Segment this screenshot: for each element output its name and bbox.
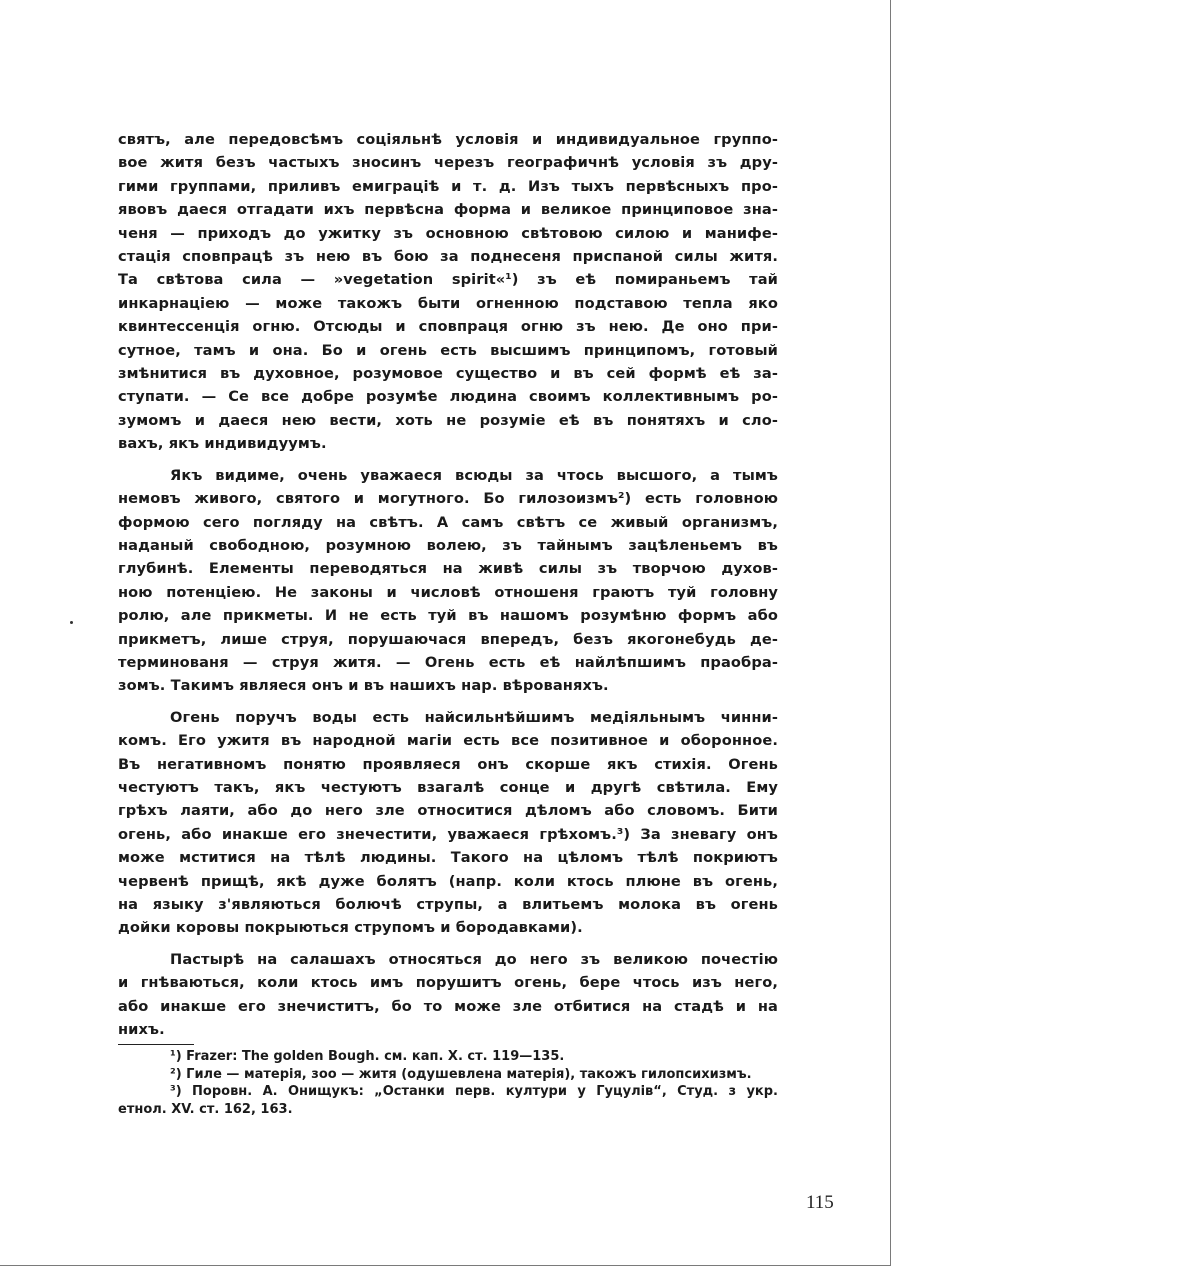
text-line: квинтессенція огню. Отсюды и сповпраця огню зъ нею. Де оно при- bbox=[118, 318, 778, 336]
text-line: дойки коровы покрыються струпомъ и бородавками). bbox=[118, 919, 583, 937]
text-line: ною потенціею. Не законы и числовѣ отношеня граютъ туй головну bbox=[118, 583, 778, 601]
text-line: на языку з'являються болючѣ струпы, а влитьемъ молока въ огень bbox=[118, 896, 778, 913]
text-line: сутное, тамъ и она. Бо и огень есть высшимъ принципомъ, готовый bbox=[118, 341, 778, 359]
text-line: честуютъ такъ, якъ честуютъ взагалѣ сонце и другѣ свѣтила. Ему bbox=[118, 778, 778, 796]
text-line: Пастырѣ на салашахъ относяться до него зъ великою почестію bbox=[170, 950, 778, 968]
text-line: Якъ видиме, очень уважаеся всюды за чтось высшого, а тымъ bbox=[170, 466, 778, 484]
text-line: Та свѣтова сила — »vegetation spirit«¹) зъ еѣ помираньемъ тай bbox=[118, 271, 778, 289]
paragraph-gap bbox=[118, 698, 778, 706]
paragraph-4 bbox=[118, 948, 778, 1042]
text-line: наданый свободною, розумною волею, зъ тайнымъ зацѣленьемъ въ bbox=[118, 536, 778, 554]
paragraph-1 bbox=[118, 128, 778, 456]
stray-dot bbox=[70, 621, 73, 624]
text-line: вое житя безъ частыхъ зносинъ черезъ географичнѣ условія зъ дру- bbox=[118, 154, 778, 172]
text-line: ченя — приходъ до ужитку зъ основною свѣтовою силою и манифе- bbox=[118, 224, 778, 242]
footnote-3: ³) Поровн. А. Онищукъ: „Останки перв. култури у Гуцулів“, Студ. з укр. bbox=[170, 1084, 778, 1099]
text-line: стація сповпрацѣ зъ нею въ бою за поднесеня приспаной силы житя. bbox=[118, 248, 778, 266]
text-line: або инакше его знечиститъ, бо то може зле отбитися на стадѣ и на bbox=[118, 997, 778, 1015]
body-text bbox=[118, 128, 778, 1041]
text-line: огень, або инакше его знечестити, уважаеся грѣхомъ.³) За зневагу онъ bbox=[118, 825, 778, 843]
text-line: вахъ, якъ индивидуумъ. bbox=[118, 435, 327, 453]
text-line: прикметъ, лише струя, порушаючася впередъ, безъ якогонебудь де- bbox=[118, 630, 778, 648]
text-line: формою сего погляду на свѣтъ. А самъ свѣтъ се живый организмъ, bbox=[118, 513, 778, 531]
text-line: змѣнитися въ духовное, розумовое существо и въ сей формѣ еѣ за- bbox=[118, 365, 778, 383]
text-line: комъ. Его ужитя въ народной магіи есть все позитивное и оборонное. bbox=[118, 732, 778, 750]
paragraph-gap bbox=[118, 940, 778, 948]
text-line: зомъ. Такимъ являеся онъ и въ нашихъ нар. вѣрованяхъ. bbox=[118, 677, 609, 695]
text-line: червенѣ прищѣ, якѣ дуже болятъ (напр. коли ктось плюне въ огень, bbox=[118, 872, 778, 890]
footnote-1: ¹) Frazer: The golden Bough. см. кап. X. ст. 119—135. bbox=[170, 1049, 565, 1064]
text-line: може мститися на тѣлѣ людины. Такого на цѣломъ тѣлѣ покриютъ bbox=[118, 849, 778, 867]
text-line: немовъ живого, святого и могутного. Бо гилозоизмъ²) есть головною bbox=[118, 490, 778, 508]
text-line: Въ негативномъ понятю проявляеся онъ скорше якъ стихія. Огень bbox=[118, 755, 778, 773]
text-line: явовъ даеся отгадати ихъ первѣсна форма и великое принциповое зна- bbox=[118, 201, 778, 219]
text-line: святъ, але передовсѣмъ соціяльнѣ условія и индивидуальное группо- bbox=[118, 131, 778, 148]
text-line: зумомъ и даеся нею вести, хоть не розуміе еѣ въ понятяхъ и сло- bbox=[118, 411, 778, 429]
text-line: гими группами, приливъ емиграціѣ и т. д. Изъ тыхъ первѣсныхъ про- bbox=[118, 177, 778, 195]
text-line: ступати. — Се все добре розумѣе людина своимъ коллективнымъ ро- bbox=[118, 388, 778, 406]
paragraph-2 bbox=[118, 464, 778, 698]
footnote-3-continued: етнол. XV. ст. 162, 163. bbox=[118, 1101, 293, 1117]
paragraph-3 bbox=[118, 706, 778, 940]
text-line: глубинѣ. Елементы переводяться на живѣ силы зъ творчою духов- bbox=[118, 560, 778, 578]
text-line: грѣхъ лаяти, або до него зле относитися дѣломъ або словомъ. Бити bbox=[118, 802, 778, 820]
footnote-rule bbox=[118, 1044, 194, 1045]
footnotes bbox=[118, 1048, 778, 1118]
text-line: и гнѣваються, коли ктось имъ порушитъ огень, бере чтось изъ него, bbox=[118, 974, 778, 992]
text-line: нихъ. bbox=[118, 1021, 165, 1039]
page-number: 115 bbox=[806, 1192, 834, 1213]
text-line: Огень поручъ воды есть найсильнѣйшимъ медіяльнымъ чинни- bbox=[170, 708, 778, 726]
paragraph-gap bbox=[118, 456, 778, 464]
text-line: ролю, але прикметы. И не есть туй въ нашомъ розумѣню формъ або bbox=[118, 607, 778, 625]
text-line: терминованя — струя житя. — Огень есть еѣ найлѣпшимъ праобра- bbox=[118, 653, 778, 671]
text-line: инкарнаціею — може такожъ быти огненною подставою тепла яко bbox=[118, 294, 778, 312]
footnote-2: ²) Гиле — матерія, зоо — житя (одушевлена матерія), такожъ гилопсихизмъ. bbox=[170, 1066, 752, 1082]
